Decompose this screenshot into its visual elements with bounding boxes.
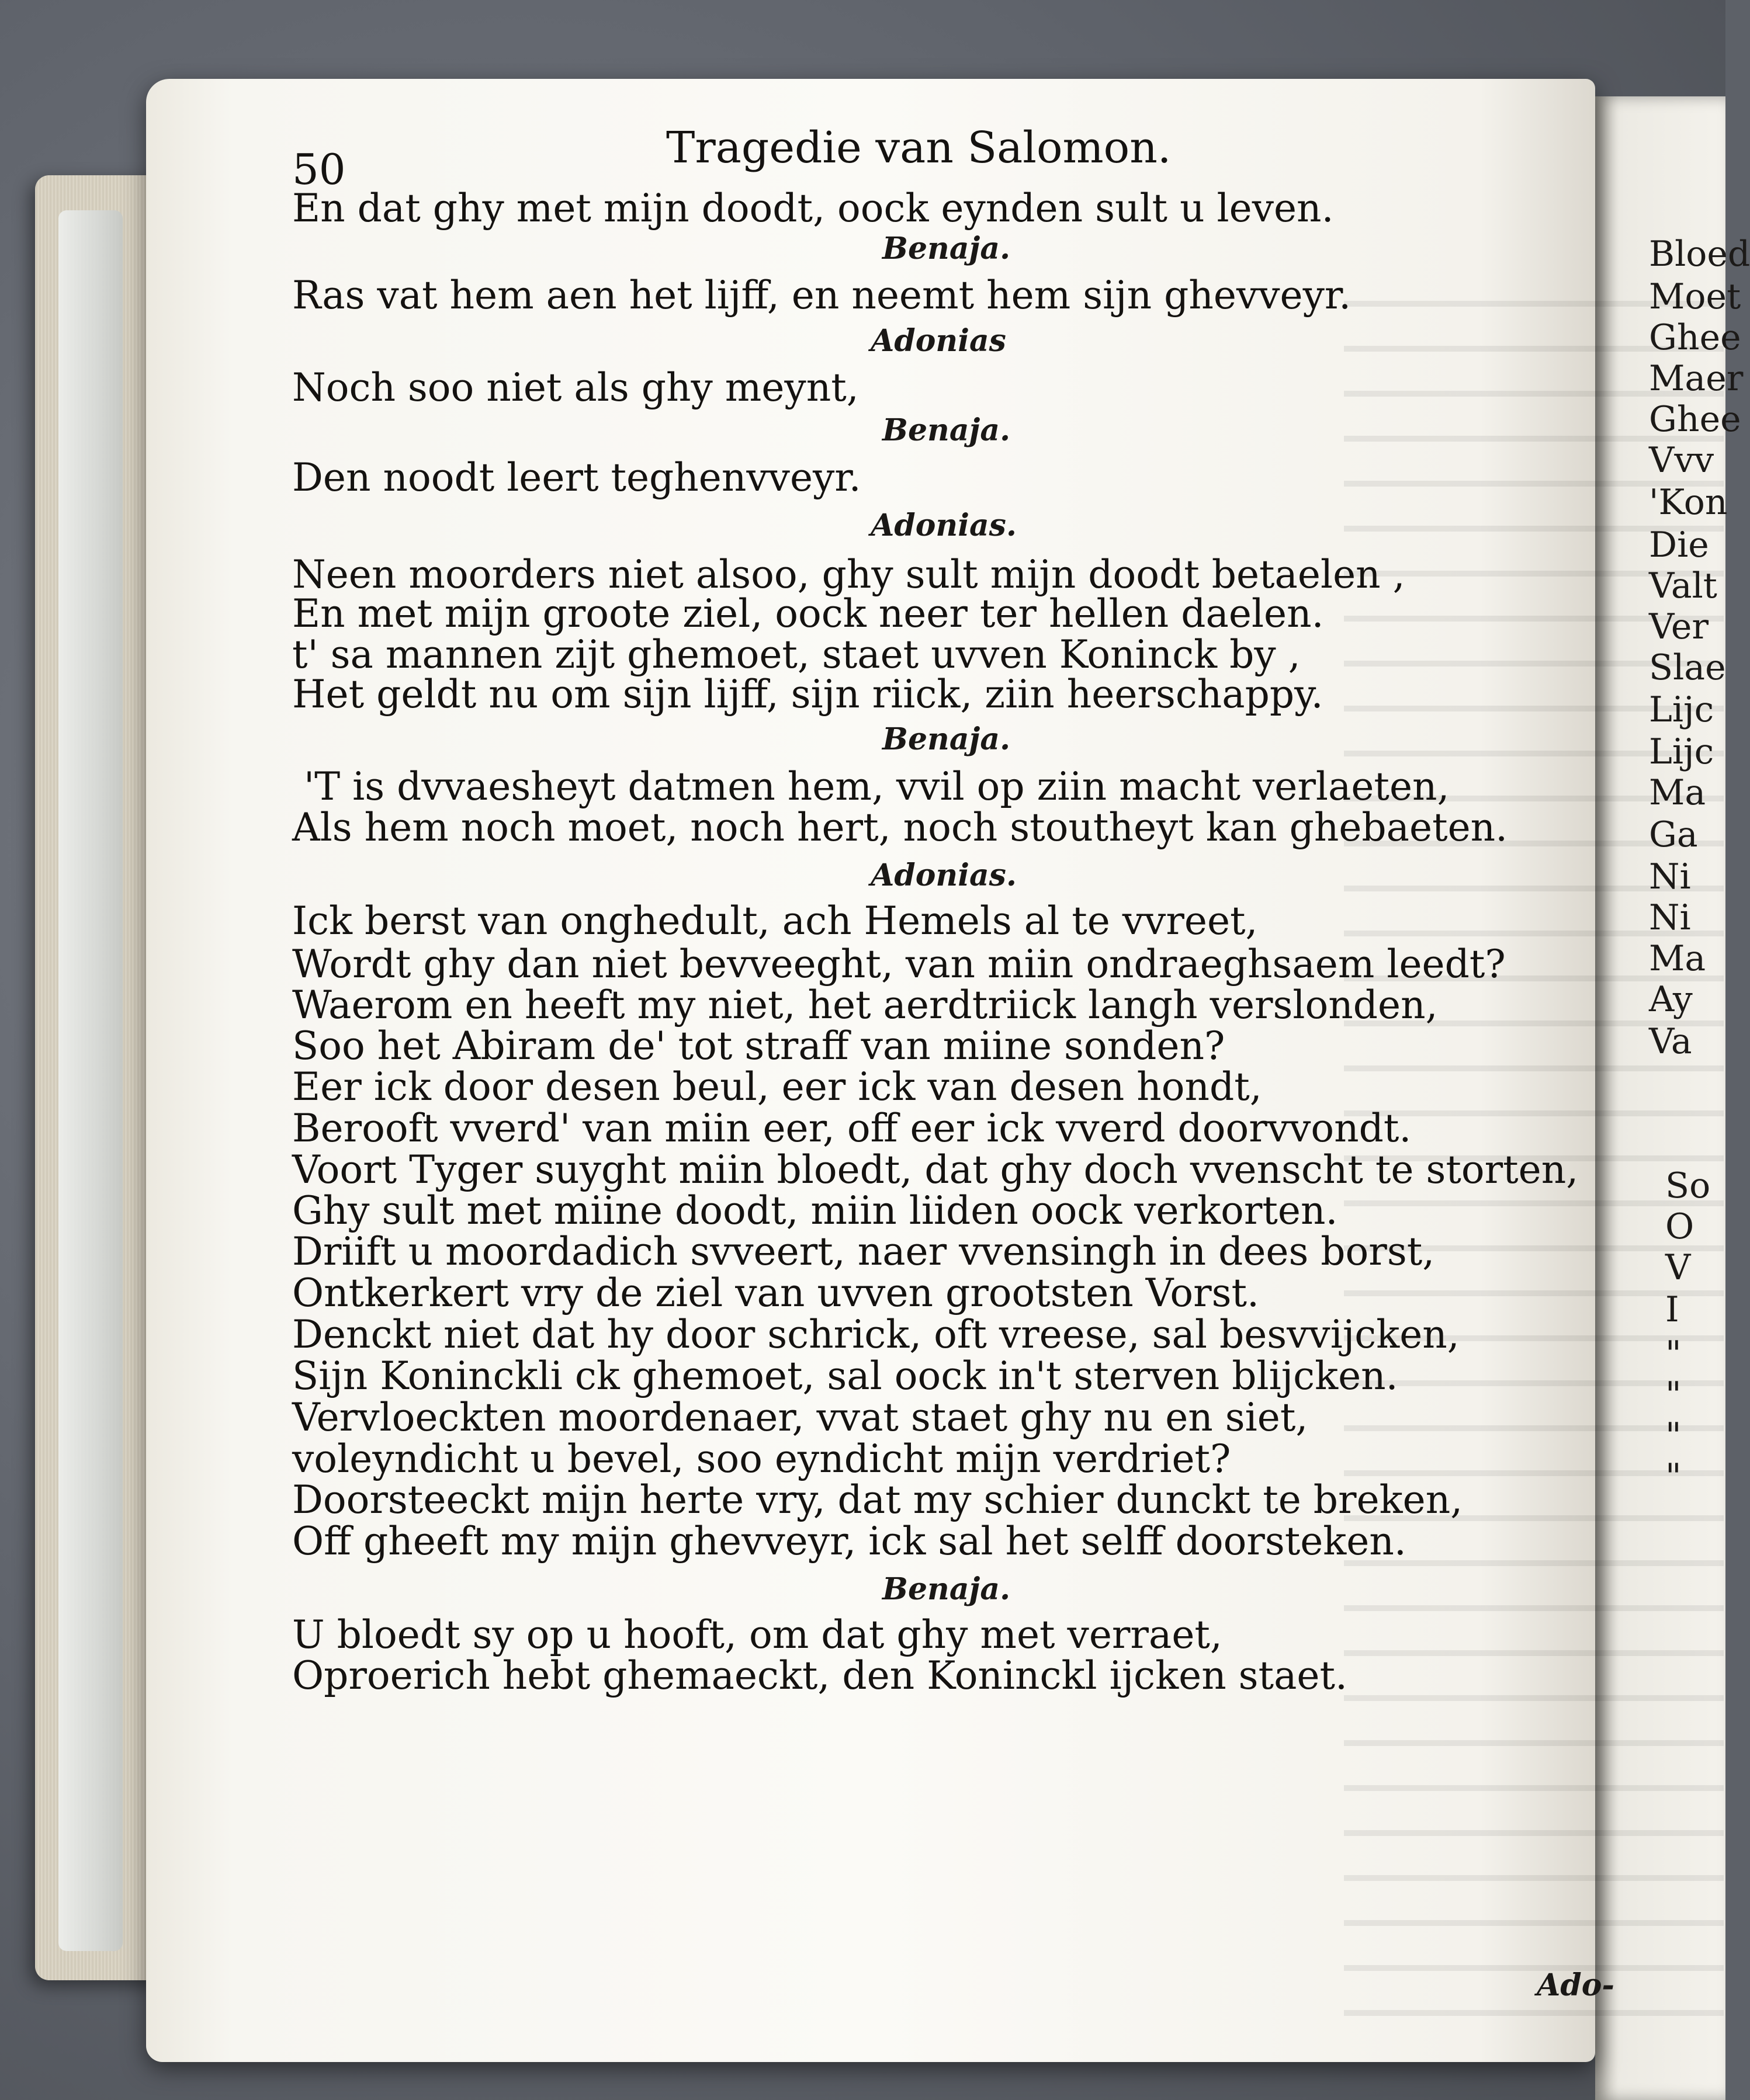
facing-page-fragment: So [1665,1165,1711,1206]
facing-page-fragment: Lijc [1649,689,1714,730]
verse-line: Vervloeckten moordenaer, vvat staet ghy nu en siet, [292,1395,1308,1440]
speaker-name: Benaja. [882,1571,1011,1607]
facing-page-fragment: Maer [1649,358,1744,399]
verse-line: En met mijn groote ziel, oock neer ter hellen daelen. [292,591,1324,636]
facing-page-fragment: Va [1649,1021,1692,1062]
facing-page-fragment: Ay [1649,979,1693,1020]
facing-page-fragment: " [1665,1334,1682,1374]
verse-line: Off gheeft my mijn ghevveyr, ick sal het selff doorsteken. [292,1519,1406,1564]
facing-page-fragment: Ver [1649,606,1709,647]
facing-page-fragment: Vvv [1649,440,1714,481]
facing-page-fragment: Bloed [1649,234,1750,275]
page-number: 50 [292,145,346,194]
facing-page-fragment: " [1665,1374,1682,1415]
facing-page-fragment: Slae [1649,647,1726,688]
facing-page-fragment: O [1665,1206,1694,1247]
verse-line: Waerom en heeft my niet, het aerdtriick langh verslonden, [292,983,1438,1028]
facing-page-fragment: Ma [1649,772,1706,813]
verse-line: Berooft vverd' van miin eer, off eer ick vverd doorvvondt. [292,1106,1412,1151]
verse-line: En dat ghy met mijn doodt, oock eynden sult u leven. [292,186,1334,231]
book-flyleaf [58,210,123,1951]
facing-page-fragment: Ga [1649,814,1698,855]
verse-line: Sijn Koninckli ck ghemoet, sal oock in't sterven blijcken. [292,1353,1398,1398]
speaker-name: Benaja. [882,721,1011,757]
speaker-name: Adonias. [871,508,1017,543]
verse-line: Eer ick door desen beul, eer ick van desen hondt, [292,1064,1262,1109]
speaker-name: Adonias. [871,858,1017,893]
running-title: Tragedie van Salomon. [666,123,1172,173]
verse-line: Ghy sult met miine doodt, miin liiden oock verkorten. [292,1188,1338,1233]
verse-line: t' sa mannen zijt ghemoet, staet uvven Koninck by , [292,632,1301,677]
verse-line: Den noodt leert teghenvveyr. [292,455,861,500]
verse-line: Ick berst van onghedult, ach Hemels al te vvreet, [292,898,1258,943]
catchword: Ado- [1537,1967,1614,2003]
verse-line: Doorsteeckt mijn herte vry, dat my schier dunckt te breken, [292,1477,1463,1522]
facing-page-fragment: Valt [1649,565,1717,606]
verse-line: Wordt ghy dan niet bevveeght, van miin ondraeghsaem leedt? [292,942,1506,987]
facing-page-fragment: Ghee [1649,399,1741,440]
facing-page-fragment: Ni [1649,856,1691,897]
verse-line: Neen moorders niet alsoo, ghy sult mijn doodt betaelen , [292,552,1405,597]
facing-page-fragment: 'Kon [1649,482,1728,523]
speaker-name: Benaja. [882,231,1011,266]
verse-line: Noch soo niet als ghy meynt, [292,365,859,410]
speaker-name: Benaja. [882,412,1011,448]
facing-page-fragment: Ghee [1649,317,1741,358]
verse-line: Ontkerkert vry de ziel van uvven grootsten Vorst. [292,1271,1259,1315]
verse-line: Het geldt nu om sijn lijff, sijn riick, ziin heerschappy. [292,672,1323,717]
speaker-name: Adonias [871,323,1006,359]
facing-page-fragment: Die [1649,525,1709,565]
facing-page-fragment: Ma [1649,938,1706,979]
verse-line: Denckt niet dat hy door schrick, oft vreese, sal besvvijcken, [292,1312,1460,1357]
facing-page-fragment: Ni [1649,897,1691,938]
verse-line: Soo het Abiram de' tot straff van miine sonden? [292,1023,1225,1068]
verse-line: Oproerich hebt ghemaeckt, den Koninckl ijcken staet. [292,1653,1347,1698]
facing-page-fragment: Lijc [1649,731,1714,772]
facing-page-fragment: " [1665,1456,1682,1497]
verse-line: voleyndicht u bevel, soo eyndicht mijn verdriet? [292,1436,1231,1481]
facing-page-fragment: Moet [1649,276,1741,317]
verse-line: 'T is dvvaesheyt datmen hem, vvil op ziin macht verlaeten, [304,764,1450,809]
verse-line: U bloedt sy op u hooft, om dat ghy met verraet, [292,1612,1222,1657]
facing-page-fragment: V [1665,1247,1691,1288]
verse-line: Driift u moordadich svveert, naer vvensingh in dees borst, [292,1229,1435,1274]
verse-line: Als hem noch moet, noch hert, noch stoutheyt kan ghebaeten. [292,805,1508,850]
verse-line: Ras vat hem aen het lijff, en neemt hem sijn ghevveyr. [292,273,1352,318]
facing-page-fragment: " [1665,1415,1682,1456]
facing-page-fragment: I [1665,1289,1679,1330]
verse-line: Voort Tyger suyght miin bloedt, dat ghy doch vvenscht te storten, [292,1147,1579,1192]
